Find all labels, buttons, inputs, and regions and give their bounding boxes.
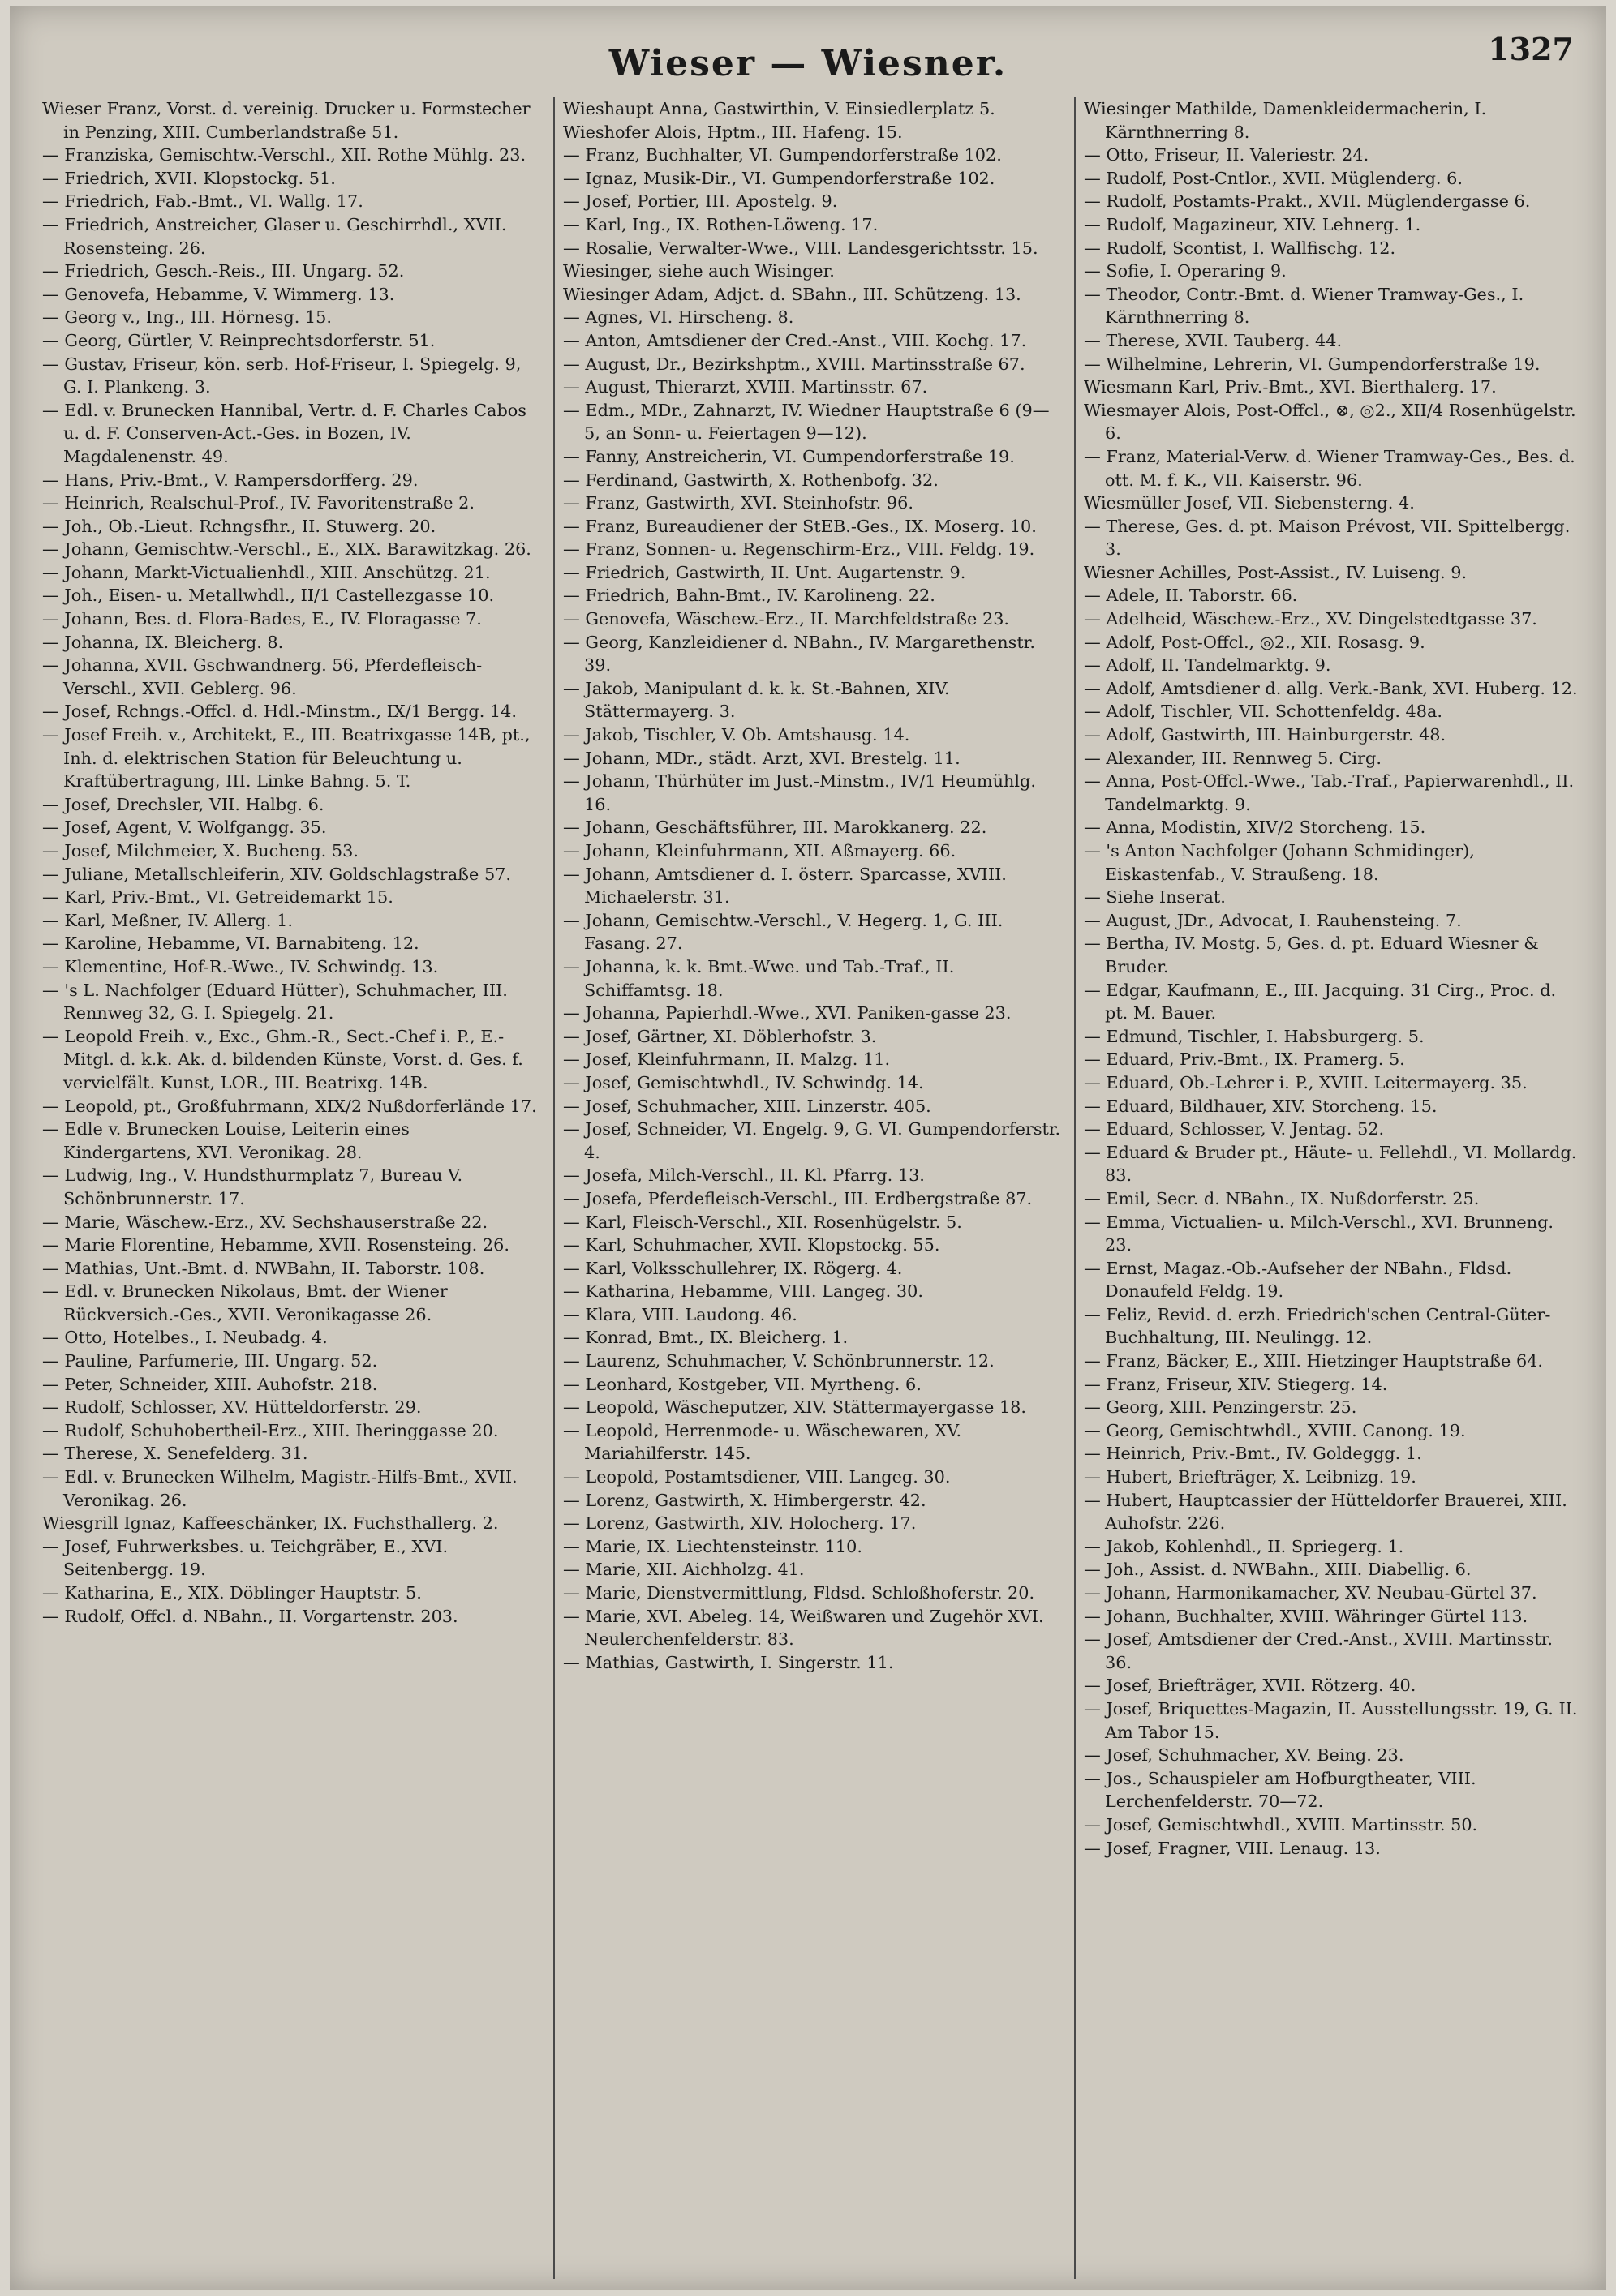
directory-entry: — Josef, Schuhmacher, XV. Being. 23. bbox=[1084, 1745, 1404, 1766]
directory-entry: Wiesmüller Josef, VII. Siebensterng. 4. bbox=[1084, 493, 1415, 513]
directory-entry: — Laurenz, Schuhmacher, V. Schönbrunnerstr. 12. bbox=[563, 1351, 995, 1371]
directory-entry: — Johann, Geschäftsführer, III. Marokkanerg. 22. bbox=[563, 818, 987, 838]
directory-entry: — Otto, Friseur, II. Valeriestr. 24. bbox=[1084, 145, 1369, 165]
directory-entry: — Rudolf, Offcl. d. NBahn., II. Vorgartenstr. 203. bbox=[42, 1606, 458, 1626]
directory-entry: — Therese, Ges. d. pt. Maison Prévost, VII. Spittelbergg. 3. bbox=[1084, 516, 1571, 560]
directory-entry: — Edl. v. Brunecken Hannibal, Vertr. d. F. Charles Cabos u. d. F. Conserven-Act.-Ges. in Bozen, IV. Magdalenenstr. 49. bbox=[42, 400, 526, 466]
directory-entry: — 's Anton Nachfolger (Johann Schmidinger), Eiskastenfab., V. Straußeng. 18. bbox=[1084, 841, 1475, 884]
directory-entry: — Hans, Priv.-Bmt., V. Rampersdorfferg. 29. bbox=[42, 470, 419, 490]
directory-entry: — Sofie, I. Operaring 9. bbox=[1084, 261, 1287, 281]
directory-entry: — Genovefa, Wäschew.-Erz., II. Marchfeldstraße 23. bbox=[563, 609, 1010, 629]
directory-entry: — Gustav, Friseur, kön. serb. Hof-Friseur, I. Spiegelg. 9, G. I. Plankeng. 3. bbox=[42, 354, 522, 397]
directory-entry: — Franz, Gastwirth, XVI. Steinhofstr. 96. bbox=[563, 493, 913, 513]
directory-entry: — Friedrich, Bahn-Bmt., IV. Karolineng. 22. bbox=[563, 586, 935, 606]
directory-entry: — Johanna, IX. Bleicherg. 8. bbox=[42, 632, 284, 652]
directory-entry: — Edle v. Brunecken Louise, Leiterin eines Kindergartens, XVI. Veronikag. 28. bbox=[42, 1119, 410, 1162]
directory-entry: — Feliz, Revid. d. erzh. Friedrich'schen Central-Güter-Buchhaltung, III. Neulingg. 12. bbox=[1084, 1304, 1551, 1348]
directory-entry: — Leopold, Postamtsdiener, VIII. Langeg. 30. bbox=[563, 1467, 951, 1487]
directory-entry: — Johann, Gemischtw.-Verschl., V. Hegerg. 1, G. III. Fasang. 27. bbox=[563, 910, 1004, 954]
directory-entry: — Rudolf, Schuhobertheil-Erz., XIII. Iheringgasse 20. bbox=[42, 1420, 499, 1440]
directory-entry: — Franz, Friseur, XIV. Stiegerg. 14. bbox=[1084, 1374, 1388, 1394]
directory-entry: — Josef, Drechsler, VII. Halbg. 6. bbox=[42, 794, 324, 814]
directory-entry: — Mathias, Gastwirth, I. Singerstr. 11. bbox=[563, 1652, 894, 1672]
directory-entry: — Rosalie, Verwalter-Wwe., VIII. Landesgerichtsstr. 15. bbox=[563, 238, 1038, 258]
directory-entry: — Josef, Fuhrwerksbes. u. Teichgräber, E., XVI. Seitenbergg. 19. bbox=[42, 1536, 449, 1580]
directory-entry: — Adolf, Gastwirth, III. Hainburgerstr. 48. bbox=[1084, 725, 1446, 745]
directory-entry: — Joh., Assist. d. NWBahn., XIII. Diabellig. 6. bbox=[1084, 1560, 1472, 1580]
directory-entry: — Friedrich, Gastwirth, II. Unt. Augartenstr. 9. bbox=[563, 562, 966, 582]
directory-entry: — Adolf, Post-Offcl., ◎2., XII. Rosasg. 9. bbox=[1084, 632, 1425, 652]
directory-entry: — Rudolf, Scontist, I. Wallfischg. 12. bbox=[1084, 238, 1396, 258]
directory-entry: — Rudolf, Post-Cntlor., XVII. Müglenderg. 6. bbox=[1084, 168, 1463, 188]
directory-entry: — Marie, Dienstvermittlung, Fldsd. Schloßhoferstr. 20. bbox=[563, 1583, 1035, 1603]
directory-entry: Wieser Franz, Vorst. d. vereinig. Drucker u. Formstecher in Penzing, XIII. Cumberlandstraße 51. bbox=[42, 99, 531, 142]
directory-entry: — Georg, XIII. Penzingerstr. 25. bbox=[1084, 1397, 1357, 1418]
directory-entry: — Anton, Amtsdiener der Cred.-Anst., VIII. Kochg. 17. bbox=[563, 330, 1027, 350]
directory-entry: — Georg, Kanzleidiener d. NBahn., IV. Margarethenstr. 39. bbox=[563, 632, 1035, 676]
directory-entry: — Marie, IX. Liechtensteinstr. 110. bbox=[563, 1536, 862, 1556]
directory-entry: — Pauline, Parfumerie, III. Ungarg. 52. bbox=[42, 1351, 378, 1371]
directory-entry: — Leopold, Herrenmode- u. Wäschewaren, XV. Mariahilferstr. 145. bbox=[563, 1420, 962, 1464]
directory-entry: — Johann, Bes. d. Flora-Bades, E., IV. Floragasse 7. bbox=[42, 609, 482, 629]
directory-entry: — Johann, Buchhalter, XVIII. Währinger Gürtel 113. bbox=[1084, 1606, 1528, 1626]
directory-entry: — Therese, X. Senefelderg. 31. bbox=[42, 1444, 308, 1464]
directory-entry: — Joh., Eisen- u. Metallwhdl., II/1 Castellezgasse 10. bbox=[42, 586, 495, 606]
directory-entry: — Karl, Schuhmacher, XVII. Klopstockg. 55. bbox=[563, 1235, 940, 1255]
directory-entry: — Edm., MDr., Zahnarzt, IV. Wiedner Hauptstraße 6 (9—5, an Sonn- u. Feiertagen 9—12). bbox=[563, 400, 1050, 444]
directory-entry: — Siehe Inserat. bbox=[1084, 887, 1226, 908]
directory-entry: — Johanna, XVII. Gschwandnerg. 56, Pferdefleisch-Verschl., XVII. Geblerg. 96. bbox=[42, 655, 483, 698]
directory-entry: — Josef Freih. v., Architekt, E., III. Beatrixgasse 14B, pt., Inh. d. elektrischen Station für Beleuchtung u. Kraftübertragung, III. Linke Bahng. 5. T. bbox=[42, 725, 531, 792]
directory-entry: — Franziska, Gemischtw.-Verschl., XII. Rothe Mühlg. 23. bbox=[42, 145, 526, 165]
directory-entry: — Wilhelmine, Lehrerin, VI. Gumpendorferstraße 19. bbox=[1084, 354, 1541, 374]
directory-entry: — Jakob, Tischler, V. Ob. Amtshausg. 14. bbox=[563, 725, 910, 745]
directory-entry: — Franz, Bureaudiener der StEB.-Ges., IX. Moserg. 10. bbox=[563, 516, 1037, 536]
directory-entry: — Marie Florentine, Hebamme, XVII. Rosensteing. 26. bbox=[42, 1235, 509, 1255]
directory-entry: Wiesgrill Ignaz, Kaffeeschänker, IX. Fuchsthallerg. 2. bbox=[42, 1513, 499, 1534]
directory-entry: — Mathias, Unt.-Bmt. d. NWBahn, II. Taborstr. 108. bbox=[42, 1258, 485, 1278]
directory-entry: — Edl. v. Brunecken Wilhelm, Magistr.-Hilfs-Bmt., XVII. Veronikag. 26. bbox=[42, 1467, 518, 1510]
directory-entry: — Jakob, Kohlenhdl., II. Spriegerg. 1. bbox=[1084, 1536, 1404, 1556]
directory-entry: Wiesinger, siehe auch Wisinger. bbox=[563, 261, 835, 281]
directory-entry: — Josef, Schuhmacher, XIII. Linzerstr. 405. bbox=[563, 1096, 931, 1116]
directory-entry: — Josef, Agent, V. Wolfgangg. 35. bbox=[42, 818, 327, 838]
column-1 bbox=[42, 97, 542, 2279]
directory-entry: — Georg, Gemischtwhdl., XVIII. Canong. 19. bbox=[1084, 1420, 1466, 1440]
directory-entry: — Theodor, Contr.-Bmt. d. Wiener Tramway-Ges., I. Kärnthnerring 8. bbox=[1084, 284, 1524, 328]
directory-entry: — Klara, VIII. Laudong. 46. bbox=[563, 1304, 797, 1324]
directory-entry: — Emma, Victualien- u. Milch-Verschl., XVI. Brunneng. 23. bbox=[1084, 1212, 1554, 1255]
directory-entry: — Karl, Ing., IX. Rothen-Löweng. 17. bbox=[563, 214, 879, 234]
directory-entry: — August, Thierarzt, XVIII. Martinsstr. 67. bbox=[563, 377, 928, 397]
directory-entry: — Bertha, IV. Mostg. 5, Ges. d. pt. Eduard Wiesner & Bruder. bbox=[1084, 933, 1539, 976]
directory-entry: — Fanny, Anstreicherin, VI. Gumpendorferstraße 19. bbox=[563, 446, 1015, 466]
directory-entry: — Rudolf, Postamts-Prakt., XVII. Müglendergasse 6. bbox=[1084, 191, 1531, 212]
directory-entry: — Heinrich, Priv.-Bmt., IV. Goldeggg. 1. bbox=[1084, 1444, 1422, 1464]
page-number: 1327 bbox=[1488, 31, 1574, 67]
directory-entry: — Josef, Amtsdiener der Cred.-Anst., XVIII. Martinsstr. 36. bbox=[1084, 1629, 1553, 1672]
directory-entry: — Marie, Wäschew.-Erz., XV. Sechshauserstraße 22. bbox=[42, 1212, 488, 1232]
column-3 bbox=[1084, 97, 1584, 2279]
directory-entry: — Joh., Ob.-Lieut. Rchngsfhr., II. Stuwerg. 20. bbox=[42, 516, 436, 536]
directory-entry: — Friedrich, Gesch.-Reis., III. Ungarg. 52. bbox=[42, 261, 405, 281]
directory-entry: — Leopold, pt., Großfuhrmann, XIX/2 Nußdorferlände 17. bbox=[42, 1096, 537, 1116]
directory-entry: — Alexander, III. Rennweg 5. Cirg. bbox=[1084, 748, 1382, 768]
directory-entry: — Heinrich, Realschul-Prof., IV. Favoritenstraße 2. bbox=[42, 493, 475, 513]
directory-entry: — Rudolf, Schlosser, XV. Hütteldorferstr. 29. bbox=[42, 1397, 422, 1418]
directory-entry: — Katharina, Hebamme, VIII. Langeg. 30. bbox=[563, 1281, 923, 1302]
directory-entry: Wiesner Achilles, Post-Assist., IV. Luiseng. 9. bbox=[1084, 562, 1468, 582]
directory-entry: — Leopold, Wäscheputzer, XIV. Stättermayergasse 18. bbox=[563, 1397, 1027, 1418]
directory-entry: — Lorenz, Gastwirth, XIV. Holocherg. 17. bbox=[563, 1513, 917, 1534]
directory-entry: — Johann, Harmonikamacher, XV. Neubau-Gürtel 37. bbox=[1084, 1583, 1537, 1603]
directory-entry: — Ferdinand, Gastwirth, X. Rothenbofg. 32. bbox=[563, 470, 939, 490]
directory-entry: Wieshaupt Anna, Gastwirthin, V. Einsiedlerplatz 5. bbox=[563, 99, 995, 118]
directory-entry: — Edl. v. Brunecken Nikolaus, Bmt. der Wiener Rückversich.-Ges., XVII. Veronikagasse 26. bbox=[42, 1281, 448, 1324]
directory-entry: — August, Dr., Bezirkshptm., XVIII. Martinsstraße 67. bbox=[563, 354, 1025, 374]
directory-entry: — Johann, Gemischtw.-Verschl., E., XIX. Barawitzkag. 26. bbox=[42, 539, 531, 560]
directory-entry: — Leonhard, Kostgeber, VII. Myrtheng. 6. bbox=[563, 1374, 922, 1394]
directory-entry: — Josef, Kleinfuhrmann, II. Malzg. 11. bbox=[563, 1049, 891, 1070]
directory-entry: — Leopold Freih. v., Exc., Ghm.-R., Sect.-Chef i. P., E.-Mitgl. d. k.k. Ak. d. bildenden Künste, Vorst. d. Ges. f. vervielfält. Kunst, LOR., III. Beatrixg. 14B. bbox=[42, 1026, 523, 1092]
directory-entry: — Johann, Thürhüter im Just.-Minstm., IV/1 Heumühlg. 16. bbox=[563, 771, 1036, 814]
directory-entry: — Josef, Portier, III. Apostelg. 9. bbox=[563, 191, 838, 212]
directory-page bbox=[10, 6, 1606, 2290]
directory-entry: — Peter, Schneider, XIII. Auhofstr. 218. bbox=[42, 1374, 378, 1394]
column-divider bbox=[553, 97, 555, 2279]
directory-entry: — Karl, Volksschullehrer, IX. Rögerg. 4. bbox=[563, 1258, 903, 1278]
directory-entry: — Josef, Gärtner, XI. Döblerhofstr. 3. bbox=[563, 1026, 877, 1046]
directory-entry: — Adelheid, Wäschew.-Erz., XV. Dingelstedtgasse 37. bbox=[1084, 609, 1537, 629]
directory-entry: — Josef, Briefträger, XVII. Rötzerg. 40. bbox=[1084, 1676, 1416, 1696]
directory-entry: — Josefa, Pferdefleisch-Verschl., III. Erdbergstraße 87. bbox=[563, 1188, 1033, 1208]
directory-entry: — Katharina, E., XIX. Döblinger Hauptstr. 5. bbox=[42, 1583, 422, 1603]
directory-entry: — Johann, Markt-Victualienhdl., XIII. Anschützg. 21. bbox=[42, 562, 491, 582]
directory-entry: — 's L. Nachfolger (Eduard Hütter), Schuhmacher, III. Rennweg 32, G. I. Spiegelg. 21. bbox=[42, 980, 508, 1024]
directory-entry: — Josef, Gemischtwhdl., XVIII. Martinsstr. 50. bbox=[1084, 1814, 1478, 1835]
directory-entry: — Eduard, Bildhauer, XIV. Storcheng. 15. bbox=[1084, 1096, 1438, 1116]
directory-entry: — Franz, Bäcker, E., XIII. Hietzinger Hauptstraße 64. bbox=[1084, 1351, 1544, 1371]
directory-entry: — Konrad, Bmt., IX. Bleicherg. 1. bbox=[563, 1328, 849, 1348]
directory-entry: — Josef, Briquettes-Magazin, II. Ausstellungsstr. 19, G. II. Am Tabor 15. bbox=[1084, 1698, 1578, 1742]
directory-entry: — Adolf, Amtsdiener d. allg. Verk.-Bank, XVI. Huberg. 12. bbox=[1084, 678, 1578, 698]
directory-entry: — Eduard & Bruder pt., Häute- u. Fellehdl., VI. Mollardg. 83. bbox=[1084, 1142, 1577, 1186]
directory-entry: — Adele, II. Taborstr. 66. bbox=[1084, 586, 1298, 606]
directory-entry: — Franz, Sonnen- u. Regenschirm-Erz., VIII. Feldg. 19. bbox=[563, 539, 1035, 560]
directory-entry: Wiesinger Mathilde, Damenkleidermacherin, I. Kärnthnerring 8. bbox=[1084, 99, 1487, 142]
directory-entry: — Therese, XVII. Tauberg. 44. bbox=[1084, 330, 1343, 350]
directory-entry: — Agnes, VI. Hirscheng. 8. bbox=[563, 307, 794, 328]
directory-entry: — Friedrich, XVII. Klopstockg. 51. bbox=[42, 168, 336, 188]
directory-entry: — Josef, Fragner, VIII. Lenaug. 13. bbox=[1084, 1838, 1381, 1858]
directory-entry: Wiesmann Karl, Priv.-Bmt., XVI. Bierthalerg. 17. bbox=[1084, 377, 1497, 397]
directory-entry: — Josef, Rchngs.-Offcl. d. Hdl.-Minstm., IX/1 Bergg. 14. bbox=[42, 702, 518, 722]
directory-entry: — Lorenz, Gastwirth, X. Himbergerstr. 42. bbox=[563, 1490, 926, 1510]
directory-entry: — Franz, Material-Verw. d. Wiener Tramway-Ges., Bes. d. ott. M. f. K., VII. Kaiserstr. 96. bbox=[1084, 446, 1575, 490]
directory-entry: — Adolf, II. Tandelmarktg. 9. bbox=[1084, 655, 1331, 676]
directory-entry: Wiesmayer Alois, Post-Offcl., ⊗, ◎2., XII/4 Rosenhügelstr. 6. bbox=[1084, 400, 1576, 444]
directory-entry: — Karl, Fleisch-Verschl., XII. Rosenhügelstr. 5. bbox=[563, 1212, 962, 1232]
directory-entry: — Karoline, Hebamme, VI. Barnabiteng. 12. bbox=[42, 933, 419, 954]
directory-entry: — Otto, Hotelbes., I. Neubadg. 4. bbox=[42, 1328, 328, 1348]
column-2 bbox=[563, 97, 1063, 2279]
directory-entry: — Johann, MDr., städt. Arzt, XVI. Brestelg. 11. bbox=[563, 748, 961, 768]
directory-entry: — Franz, Buchhalter, VI. Gumpendorferstraße 102. bbox=[563, 145, 1002, 165]
directory-columns bbox=[42, 97, 1584, 2279]
directory-entry: — Georg v., Ing., III. Hörnesg. 15. bbox=[42, 307, 333, 328]
directory-entry: — Marie, XII. Aichholzg. 41. bbox=[563, 1560, 805, 1580]
directory-entry: — Josef, Milchmeier, X. Bucheng. 53. bbox=[42, 841, 359, 860]
directory-entry: — Adolf, Tischler, VII. Schottenfeldg. 48a. bbox=[1084, 702, 1443, 722]
directory-entry: — Edgar, Kaufmann, E., III. Jacquing. 31 Cirg., Proc. d. pt. M. Bauer. bbox=[1084, 980, 1557, 1024]
directory-entry: — Karl, Meßner, IV. Allerg. 1. bbox=[42, 910, 293, 930]
directory-entry: — Genovefa, Hebamme, V. Wimmerg. 13. bbox=[42, 284, 395, 304]
directory-entry: — Ernst, Magaz.-Ob.-Aufseher der NBahn., Fldsd. Donaufeld Feldg. 19. bbox=[1084, 1258, 1512, 1302]
directory-entry: — Karl, Priv.-Bmt., VI. Getreidemarkt 15. bbox=[42, 887, 393, 908]
page-title: Wieser — Wiesner. bbox=[608, 43, 1008, 84]
directory-entry: — Friedrich, Anstreicher, Glaser u. Geschirrhdl., XVII. Rosensteing. 26. bbox=[42, 214, 507, 258]
directory-entry: — Friedrich, Fab.-Bmt., VI. Wallg. 17. bbox=[42, 191, 363, 212]
directory-entry: — Georg, Gürtler, V. Reinprechtsdorferstr. 51. bbox=[42, 330, 436, 350]
directory-entry: — Anna, Post-Offcl.-Wwe., Tab.-Traf., Papierwarenhdl., II. Tandelmarktg. 9. bbox=[1084, 771, 1575, 814]
directory-entry: — Ludwig, Ing., V. Hundsthurmplatz 7, Bureau V. Schönbrunnerstr. 17. bbox=[42, 1165, 463, 1208]
directory-entry: — Jos., Schauspieler am Hofburgtheater, VIII. Lerchenfelderstr. 70—72. bbox=[1084, 1768, 1476, 1812]
directory-entry: — Johann, Amtsdiener d. I. österr. Sparcasse, XVIII. Michaelerstr. 31. bbox=[563, 864, 1007, 908]
directory-entry: — Anna, Modistin, XIV/2 Storcheng. 15. bbox=[1084, 818, 1426, 838]
directory-entry: — Johanna, k. k. Bmt.-Wwe. und Tab.-Traf., II. Schiffamtsg. 18. bbox=[563, 956, 955, 1000]
directory-entry: Wieshofer Alois, Hptm., III. Hafeng. 15. bbox=[563, 122, 903, 142]
directory-entry: — Jakob, Manipulant d. k. k. St.-Bahnen, XIV. Stättermayerg. 3. bbox=[563, 678, 950, 722]
directory-entry: — August, JDr., Advocat, I. Rauhensteing. 7. bbox=[1084, 910, 1462, 930]
directory-entry: — Eduard, Ob.-Lehrer i. P., XVIII. Leitermayerg. 35. bbox=[1084, 1072, 1528, 1092]
directory-entry: Wiesinger Adam, Adjct. d. SBahn., III. Schützeng. 13. bbox=[563, 284, 1021, 304]
directory-entry: — Hubert, Briefträger, X. Leibnizg. 19. bbox=[1084, 1467, 1416, 1487]
directory-entry: — Hubert, Hauptcassier der Hütteldorfer Brauerei, XIII. Auhofstr. 226. bbox=[1084, 1490, 1567, 1534]
directory-entry: — Johann, Kleinfuhrmann, XII. Aßmayerg. 66. bbox=[563, 841, 956, 860]
directory-entry: — Josef, Schneider, VI. Engelg. 9, G. VI. Gumpendorferstr. 4. bbox=[563, 1119, 1061, 1162]
directory-entry: — Johanna, Papierhdl.-Wwe., XVI. Paniken-gasse 23. bbox=[563, 1003, 1012, 1024]
directory-entry: — Eduard, Schlosser, V. Jentag. 52. bbox=[1084, 1119, 1385, 1139]
directory-entry: — Josefa, Milch-Verschl., II. Kl. Pfarrg. 13. bbox=[563, 1165, 925, 1186]
directory-entry: — Josef, Gemischtwhdl., IV. Schwindg. 14. bbox=[563, 1072, 924, 1092]
directory-entry: — Juliane, Metallschleiferin, XIV. Goldschlagstraße 57. bbox=[42, 864, 512, 884]
directory-entry: — Emil, Secr. d. NBahn., IX. Nußdorferstr. 25. bbox=[1084, 1188, 1480, 1208]
directory-entry: — Eduard, Priv.-Bmt., IX. Pramerg. 5. bbox=[1084, 1049, 1405, 1070]
directory-entry: — Marie, XVI. Abeleg. 14, Weißwaren und Zugehör XVI. Neulerchenfelderstr. 83. bbox=[563, 1606, 1044, 1650]
directory-entry: — Klementine, Hof-R.-Wwe., IV. Schwindg. 13. bbox=[42, 956, 439, 976]
directory-entry: — Ignaz, Musik-Dir., VI. Gumpendorferstraße 102. bbox=[563, 168, 995, 188]
directory-entry: — Edmund, Tischler, I. Habsburgerg. 5. bbox=[1084, 1026, 1425, 1046]
column-divider bbox=[1074, 97, 1076, 2279]
directory-entry: — Rudolf, Magazineur, XIV. Lehnerg. 1. bbox=[1084, 214, 1421, 234]
